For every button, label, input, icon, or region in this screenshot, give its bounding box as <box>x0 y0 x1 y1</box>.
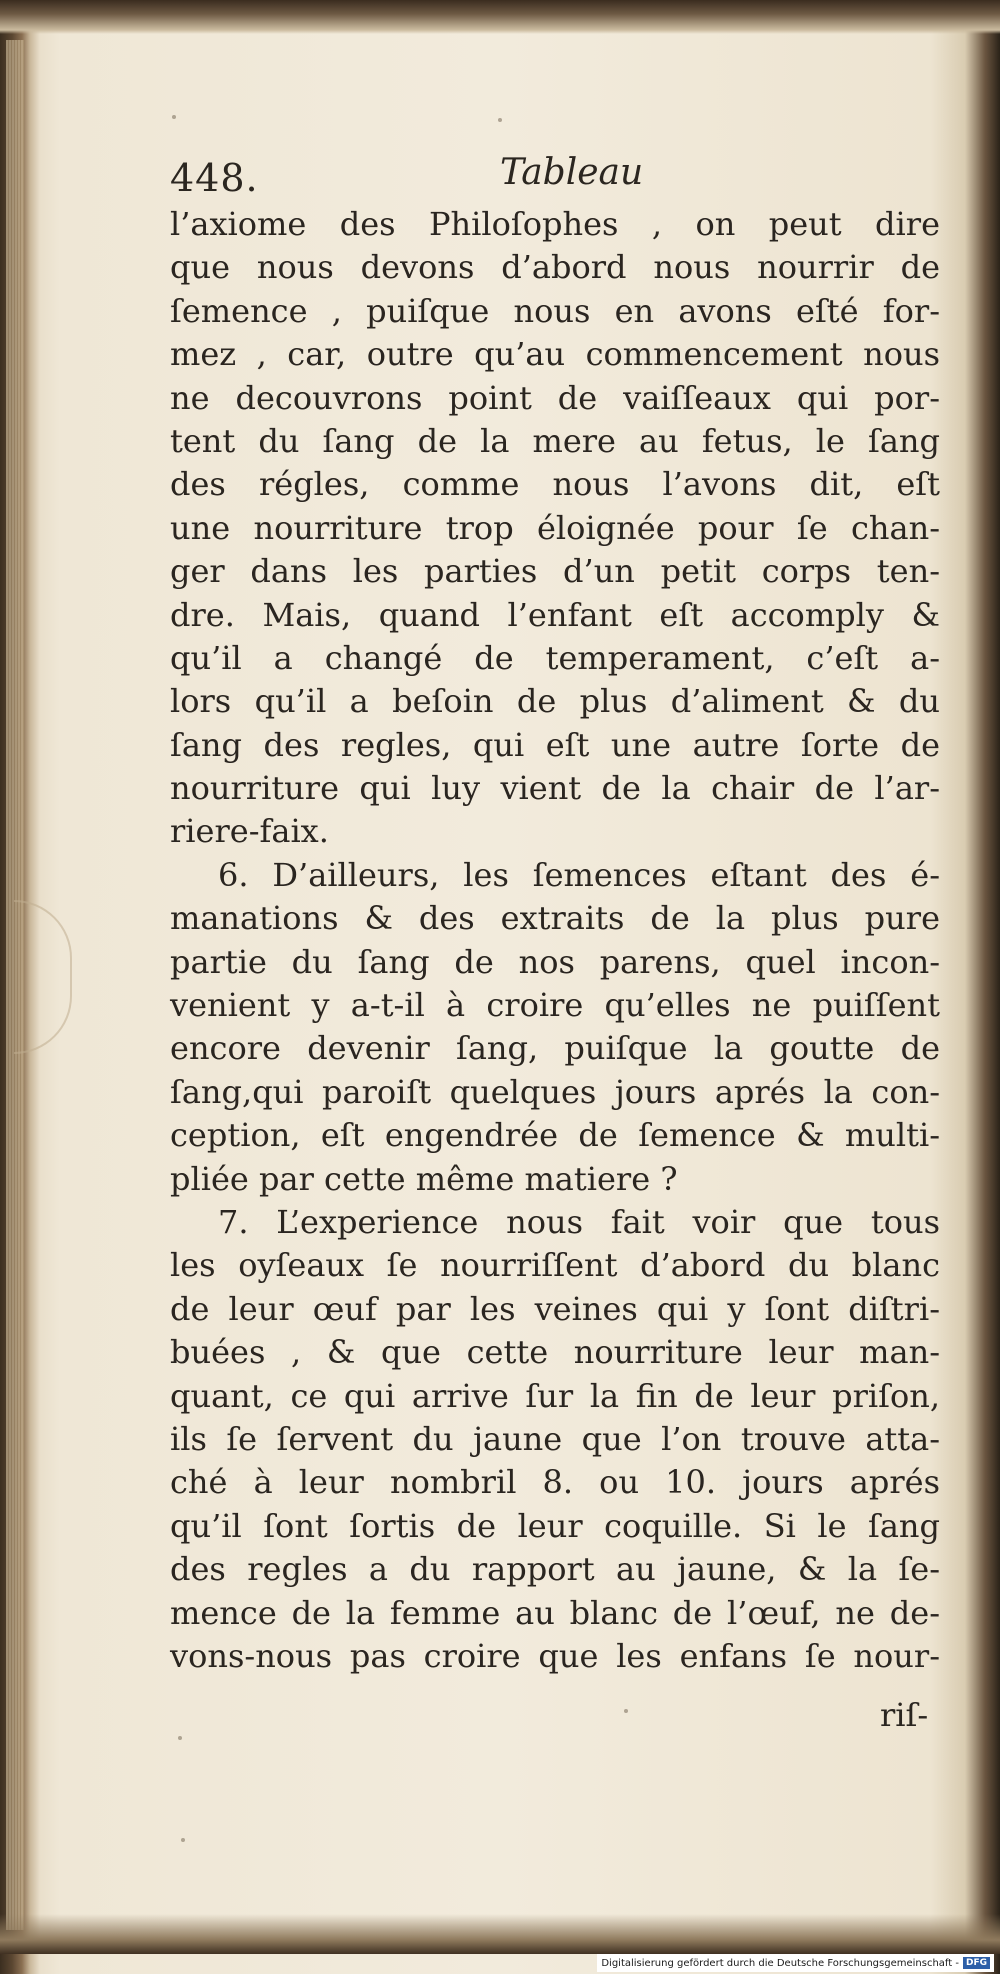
paragraph-6-start: 6. D’ailleurs, les ſemences eſtant des é- <box>218 855 940 894</box>
book-top-edge <box>0 0 1000 34</box>
text-line: que nous devons d’abord nous nourrir de <box>170 248 940 287</box>
text-line: qu’il ſont ſortis de leur coquille. Si le ſang <box>170 1506 940 1545</box>
text-line: nourriture qui luy vient de la chair de l’ar- <box>170 769 940 808</box>
text-line: mez , car, outre qu’au commencement nous <box>170 335 940 374</box>
text-line: manations & des extraits de la plus pure <box>170 899 940 938</box>
text-line: venient y a-t-il à croire qu’elles ne puiſſent <box>170 986 940 1025</box>
text-line: quant, ce qui arrive ſur la fin de leur priſon, <box>170 1376 940 1415</box>
book-bottom-edge <box>0 1914 1000 1954</box>
text-line: une nourriture trop éloignée pour ſe chan- <box>170 508 940 547</box>
text-line: de leur œuf par les veines qui y ſont diſtri- <box>170 1289 940 1328</box>
text-line: l’axiome des Philoſophes , on peut dire <box>170 205 940 243</box>
dfg-logo: DFG <box>963 1957 990 1969</box>
page-number: 448. <box>170 156 259 200</box>
text-line: ché à leur nombril 8. ou 10. jours aprés <box>170 1463 940 1502</box>
text-line: des regles a du rapport au jaune, & la ſe- <box>170 1550 940 1589</box>
text-line: ſang des regles, qui eſt une autre ſorte de <box>170 725 940 764</box>
credit-text: Digitalisierung gefördert durch die Deutsche Forschungsgemeinschaft - <box>601 1957 959 1969</box>
page-header <box>170 150 950 210</box>
text-line: ſang,qui paroiſt quelques jours aprés la con- <box>170 1072 940 1111</box>
text-line: qu’il a changé de temperament, c’eſt a- <box>170 638 940 677</box>
text-line: ils ſe ſervent du jaune que l’on trouve atta- <box>170 1419 940 1458</box>
text-line: mence de la femme au blanc de l’œuf, ne de- <box>170 1593 940 1632</box>
body-text <box>170 203 940 1678</box>
text-line: ſemence , puiſque nous en avons eſté for- <box>170 291 940 330</box>
text-line: ne decouvrons point de vaiſſeaux qui por- <box>170 378 940 417</box>
running-head: Tableau <box>500 152 644 193</box>
text-line: les oyſeaux ſe nourriſſent d’abord du blanc <box>170 1246 940 1285</box>
text-line: ception, eſt engendrée de ſemence & multi- <box>170 1116 940 1155</box>
text-line: dre. Mais, quand l’enfant eſt accomply & <box>170 595 940 634</box>
binding-clasp-shadow <box>14 900 72 1054</box>
text-line: encore devenir ſang, puiſque la goutte de <box>170 1029 940 1068</box>
text-line: ger dans les parties d’un petit corps ten- <box>170 552 940 591</box>
text-line: lors qu’il a beſoin de plus d’aliment & du <box>170 682 940 721</box>
text-line: tent du ſang de la mere au fetus, le ſang <box>170 421 940 460</box>
text-line: riere-faix. <box>170 812 329 851</box>
catchword: riſ- <box>880 1696 929 1734</box>
text-line: buées , & que cette nourriture leur man- <box>170 1333 940 1372</box>
text-line: vons-nous pas croire que les enfans ſe nour- <box>170 1636 940 1675</box>
text-line: des régles, comme nous l’avons dit, eſt <box>170 465 940 504</box>
paragraph-7-start: 7. L’experience nous fait voir que tous <box>218 1202 940 1241</box>
text-line: pliée par cette même matiere ? <box>170 1159 678 1198</box>
text-line: partie du ſang de nos parens, quel incon- <box>170 942 940 981</box>
digitization-credit <box>597 1954 994 1972</box>
